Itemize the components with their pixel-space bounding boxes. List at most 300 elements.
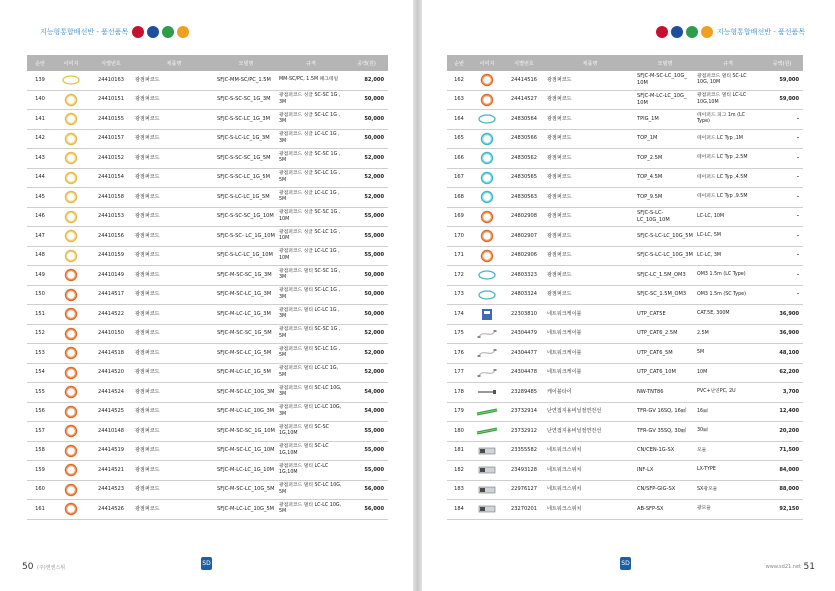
model-name: UTP_CAT6_10M xyxy=(635,363,695,383)
table-row xyxy=(447,500,803,520)
spec-text: 광점퍼코드 싱글 SC-LC 1G , 5M xyxy=(277,168,345,188)
price: 62,200 xyxy=(761,363,803,383)
model-name: TFR-GV 16SQ, 16㎟ xyxy=(635,402,695,422)
agency-logo-icon xyxy=(671,26,683,38)
table-row xyxy=(447,129,803,149)
price: 82,000 xyxy=(345,71,388,90)
product-image xyxy=(471,207,503,227)
row-number: 180 xyxy=(447,422,471,442)
row-number: 162 xyxy=(447,71,471,90)
agency-logo-icon xyxy=(162,26,174,38)
coil-yellow-icon xyxy=(64,171,78,185)
table-row xyxy=(27,461,388,481)
row-number: 149 xyxy=(27,266,53,286)
item-code: 24414520 xyxy=(89,363,133,383)
product-name: 광점퍼코드 xyxy=(133,246,215,266)
row-number: 176 xyxy=(447,344,471,364)
col-name-header: 제품명 xyxy=(133,55,215,71)
table-row xyxy=(447,188,803,208)
cable-white-icon xyxy=(477,367,497,379)
price: - xyxy=(761,266,803,286)
model-name: SFJC-M-SC-LC_1G_10M xyxy=(215,441,277,461)
price: 12,400 xyxy=(761,402,803,422)
col-model-header: 모델명 xyxy=(215,55,277,71)
row-number: 170 xyxy=(447,227,471,247)
product-name: 네트워크스위치 xyxy=(545,441,635,461)
item-code: 24803324 xyxy=(503,285,545,305)
spec-text: SX광모듈 xyxy=(695,480,761,500)
model-name: SFJC-S-SC-LC_1G_5M xyxy=(215,168,277,188)
row-number: 140 xyxy=(27,90,53,110)
model-name: NW-TNT86 xyxy=(635,383,695,403)
coil-orange-icon xyxy=(64,307,78,321)
model-name: SFJC-M-SC-SC_1G_5M xyxy=(215,324,277,344)
spec-text: 광점퍼코드 멀티 SC-LC 1G , 5M xyxy=(277,344,345,364)
coil-orange-icon xyxy=(64,268,78,282)
module-icon xyxy=(477,464,497,476)
item-code: 24414519 xyxy=(89,441,133,461)
ring-yellow-icon xyxy=(61,74,81,86)
product-image xyxy=(53,441,89,461)
price: 55,000 xyxy=(345,246,388,266)
model-name: TPIG_1M xyxy=(635,110,695,130)
spec-text: LX-TYPE xyxy=(695,461,761,481)
item-code: 24410150 xyxy=(89,324,133,344)
table-row xyxy=(447,266,803,286)
table-row xyxy=(447,110,803,130)
product-name: 광점퍼코드 xyxy=(133,344,215,364)
table-row xyxy=(27,71,388,90)
table-row xyxy=(27,266,388,286)
model-name: UTP_CAT6_5M xyxy=(635,344,695,364)
spec-text: 광점퍼코드 싱글 SC-SC 1G , 5M xyxy=(277,149,345,169)
right-product-table xyxy=(447,55,803,520)
coil-aqua-icon xyxy=(480,132,494,146)
tie-gray-icon xyxy=(477,387,497,397)
product-name: 광점퍼코드 xyxy=(545,227,635,247)
item-code: 24410154 xyxy=(89,168,133,188)
left-footer-text: (주)엔엔스위 xyxy=(37,565,66,571)
product-image xyxy=(471,110,503,130)
coil-orange-icon xyxy=(480,73,494,87)
coil-orange-icon xyxy=(480,210,494,224)
row-number: 157 xyxy=(27,422,53,442)
product-name: 네트워크스위치 xyxy=(545,480,635,500)
model-name: SFJC-M-LC-LC_10G_3M xyxy=(215,402,277,422)
item-code: 24410149 xyxy=(89,266,133,286)
row-number: 147 xyxy=(27,227,53,247)
product-image xyxy=(471,90,503,110)
product-image xyxy=(53,344,89,364)
product-name: 광점퍼코드 xyxy=(133,480,215,500)
coil-orange-icon xyxy=(64,405,78,419)
table-row xyxy=(27,129,388,149)
spec-text: 광점퍼코드 싱글 SC-LC 1G , 3M xyxy=(277,110,345,130)
spec-text: 2.5M xyxy=(695,324,761,344)
row-number: 177 xyxy=(447,363,471,383)
coil-orange-icon xyxy=(480,93,494,107)
product-image xyxy=(53,149,89,169)
price: 3,700 xyxy=(761,383,803,403)
model-name: SFJC-S-LC-LC_10G_3M xyxy=(635,246,695,266)
spec-text: CAT.5E, 300M xyxy=(695,305,761,325)
row-number: 143 xyxy=(27,149,53,169)
company-logo-icon: SD xyxy=(201,557,212,570)
item-code: 24830564 xyxy=(503,110,545,130)
item-code: 22303810 xyxy=(503,305,545,325)
spec-text: 광점퍼코드 멀티 SC-SC 1G,10M xyxy=(277,422,345,442)
product-image xyxy=(53,129,89,149)
product-name: 네트워크케이블 xyxy=(545,344,635,364)
coil-yellow-icon xyxy=(64,112,78,126)
product-name: 광점퍼코드 xyxy=(545,266,635,286)
model-name: TOP_1M xyxy=(635,129,695,149)
table-row xyxy=(27,227,388,247)
coil-orange-icon xyxy=(64,385,78,399)
row-number: 178 xyxy=(447,383,471,403)
product-image xyxy=(471,441,503,461)
table-header-row xyxy=(27,55,388,71)
book-gutter xyxy=(413,0,422,591)
row-number: 159 xyxy=(27,461,53,481)
row-number: 141 xyxy=(27,110,53,130)
module-icon xyxy=(477,445,497,457)
spec-text: 광점퍼코드 멀티 SC-LC 10G, 10M xyxy=(695,71,761,90)
left-header xyxy=(40,22,189,42)
product-image xyxy=(471,480,503,500)
product-image xyxy=(53,461,89,481)
product-image xyxy=(53,363,89,383)
price: 52,000 xyxy=(345,188,388,208)
product-image xyxy=(471,402,503,422)
spec-text: OM3 1.5m (LC Type) xyxy=(695,266,761,286)
price: - xyxy=(761,207,803,227)
model-name: SFJC-M-LC-LC_1G_5M xyxy=(215,363,277,383)
price: 36,900 xyxy=(761,324,803,344)
price: 52,000 xyxy=(345,149,388,169)
item-code: 24410151 xyxy=(89,90,133,110)
coil-yellow-icon xyxy=(64,249,78,263)
table-row xyxy=(447,480,803,500)
spec-text: 광점퍼코드 멀티 LC-LC 1G , 3M xyxy=(277,305,345,325)
wire-green-icon xyxy=(476,407,498,417)
col-model-header: 모델명 xyxy=(635,55,695,71)
spec-text: 광점퍼코드 싱글 LC-LC 1G , 3M xyxy=(277,129,345,149)
price: 56,000 xyxy=(345,500,388,520)
right-header-title: 지능형통합배선반 - 품선품목 xyxy=(716,28,805,36)
model-name: SFJC-S-LC-LC_1G_3M xyxy=(215,129,277,149)
model-name: SFJC-M-LC-LC_1G_10M xyxy=(215,461,277,481)
product-name: 난연접지용비닐절연전선 xyxy=(545,422,635,442)
coil-orange-icon xyxy=(64,424,78,438)
row-number: 182 xyxy=(447,461,471,481)
item-code: 24410156 xyxy=(89,227,133,247)
product-name: 네트워크케이블 xyxy=(545,363,635,383)
product-image xyxy=(471,246,503,266)
spec-text: 광점퍼코드 멀티 SC-LC 1G,10M xyxy=(277,441,345,461)
product-image xyxy=(53,207,89,227)
item-code: 24414526 xyxy=(89,500,133,520)
table-row xyxy=(447,149,803,169)
model-name: TFR-GV 35SQ, 30㎟ xyxy=(635,422,695,442)
coil-orange-icon xyxy=(480,229,494,243)
item-code: 24414516 xyxy=(503,71,545,90)
price: - xyxy=(761,168,803,188)
spec-text: 광점퍼코드 싱글 LC-LC 1G , 10M xyxy=(277,246,345,266)
table-row xyxy=(27,363,388,383)
spec-text: 광점퍼코드 멀티 LC-LC 1G, 5M xyxy=(277,363,345,383)
table-row xyxy=(27,402,388,422)
left-header-title: 지능형통합배선반 - 품선품목 xyxy=(40,28,129,36)
model-name: SFJC-LC_1.5M_OM3 xyxy=(635,266,695,286)
model-name: SFJC-S-LC-LC_1G_5M xyxy=(215,188,277,208)
product-image xyxy=(53,305,89,325)
product-name: 광점퍼코드 xyxy=(133,422,215,442)
spec-text: 광점퍼코드 싱글 SC-SC 1G , 3M xyxy=(277,90,345,110)
col-img-header: 이미지 xyxy=(471,55,503,71)
product-image xyxy=(53,285,89,305)
item-code: 23270201 xyxy=(503,500,545,520)
item-code: 24410163 xyxy=(89,71,133,90)
product-image xyxy=(471,71,503,90)
row-number: 163 xyxy=(447,90,471,110)
spec-text: 테이퍼드 피그 1m (LC Type) xyxy=(695,110,761,130)
product-name: 네트워크케이블 xyxy=(545,324,635,344)
row-number: 153 xyxy=(27,344,53,364)
item-code: 24414518 xyxy=(89,344,133,364)
item-code: 24802907 xyxy=(503,227,545,247)
agency-logo-icon xyxy=(656,26,668,38)
row-number: 171 xyxy=(447,246,471,266)
row-number: 165 xyxy=(447,129,471,149)
product-name: 광점퍼코드 xyxy=(545,90,635,110)
item-code: 24410155 xyxy=(89,110,133,130)
spec-text: MM-SC/PC, 1.5M 패그테일 xyxy=(277,71,345,90)
coil-aqua-icon xyxy=(480,190,494,204)
spec-text: LC-LC, 3M xyxy=(695,246,761,266)
product-image xyxy=(471,324,503,344)
spec-text: 테이퍼드 LC Typ ,9.5M xyxy=(695,188,761,208)
item-code: 23289485 xyxy=(503,383,545,403)
price: - xyxy=(761,188,803,208)
coil-orange-icon xyxy=(64,327,78,341)
module-icon xyxy=(477,503,497,515)
table-row xyxy=(27,90,388,110)
spec-text: 광점퍼코드 싱글 SC-SC 1G , 10M xyxy=(277,207,345,227)
right-page xyxy=(422,0,835,591)
table-row xyxy=(447,383,803,403)
model-name: SFJC-S-SC-SC_1G_10M xyxy=(215,207,277,227)
price: 54,000 xyxy=(345,402,388,422)
ring-aqua-icon xyxy=(477,289,497,301)
product-name: 네트워크스위치 xyxy=(545,461,635,481)
row-number: 172 xyxy=(447,266,471,286)
table-row xyxy=(447,207,803,227)
col-code-header: 식별번호 xyxy=(503,55,545,71)
product-name: 광점퍼코드 xyxy=(545,207,635,227)
row-number: 158 xyxy=(27,441,53,461)
table-header-row xyxy=(447,55,803,71)
spec-text: 테이퍼드 LC Typ ,1M xyxy=(695,129,761,149)
spec-text: 광점퍼코드 멀티 LC-LC 10G,10M xyxy=(695,90,761,110)
coil-orange-icon xyxy=(480,249,494,263)
row-number: 181 xyxy=(447,441,471,461)
table-row xyxy=(447,441,803,461)
col-price-header: 공액(원) xyxy=(761,55,803,71)
company-logo-icon: SD xyxy=(620,557,631,570)
item-code: 24304477 xyxy=(503,344,545,364)
price: 52,000 xyxy=(345,324,388,344)
spec-text: 광점퍼코드 멀티 SC-SC 1G , 5M xyxy=(277,324,345,344)
table-row xyxy=(27,305,388,325)
price: 92,150 xyxy=(761,500,803,520)
spec-text: 광점퍼코드 멀티 LC-LC 1G,10M xyxy=(277,461,345,481)
price: 50,000 xyxy=(345,305,388,325)
price: 56,000 xyxy=(345,480,388,500)
table-row xyxy=(447,227,803,247)
model-name: SFJC-S-LC-LC_10G_10M xyxy=(635,207,695,227)
item-code: 24410148 xyxy=(89,422,133,442)
row-number: 148 xyxy=(27,246,53,266)
item-code: 22976127 xyxy=(503,480,545,500)
model-name: SFJC-MM-SC/PC_1.5M xyxy=(215,71,277,90)
table-row xyxy=(27,207,388,227)
col-spec-header: 규격 xyxy=(695,55,761,71)
coil-orange-icon xyxy=(64,502,78,516)
spec-text: 광점퍼코드 싱글 SC-LC 1G , 10M xyxy=(277,227,345,247)
item-code: 24803323 xyxy=(503,266,545,286)
model-name: SFJC-S-SC- LC_1G_10M xyxy=(215,227,277,247)
spec-text: 광모듈 xyxy=(695,500,761,520)
left-header-logos xyxy=(132,26,189,38)
row-number: 156 xyxy=(27,402,53,422)
price: 50,000 xyxy=(345,129,388,149)
model-name: SFJC-M-SC-LC_1G_5M xyxy=(215,344,277,364)
product-name: 광점퍼코드 xyxy=(133,149,215,169)
price: - xyxy=(761,149,803,169)
product-name: 광점퍼코드 xyxy=(133,90,215,110)
model-name: CN/CEN-1G-SX xyxy=(635,441,695,461)
price: 50,000 xyxy=(345,90,388,110)
row-number: 152 xyxy=(27,324,53,344)
row-number: 144 xyxy=(27,168,53,188)
item-code: 24410152 xyxy=(89,149,133,169)
table-row xyxy=(27,168,388,188)
price: - xyxy=(761,129,803,149)
row-number: 151 xyxy=(27,305,53,325)
model-name: TOP_9.5M xyxy=(635,188,695,208)
table-row xyxy=(27,285,388,305)
model-name: SFJC-S-SC-SC_1G_3M xyxy=(215,90,277,110)
price: 59,000 xyxy=(761,90,803,110)
item-code: 24802906 xyxy=(503,246,545,266)
model-name: SFJC-M-SC-LC_10G_3M xyxy=(215,383,277,403)
item-code: 24414521 xyxy=(89,461,133,481)
row-number: 146 xyxy=(27,207,53,227)
col-spec-header: 규격 xyxy=(277,55,345,71)
item-code: 24304478 xyxy=(503,363,545,383)
right-footer-text: www.sd21.net xyxy=(765,564,801,570)
product-name: 광점퍼코드 xyxy=(133,402,215,422)
spec-text: 모듈 xyxy=(695,441,761,461)
coil-yellow-icon xyxy=(64,132,78,146)
spec-text: 30㎟ xyxy=(695,422,761,442)
coil-orange-icon xyxy=(64,483,78,497)
product-image xyxy=(53,71,89,90)
agency-logo-icon xyxy=(147,26,159,38)
product-name: 광점퍼코드 xyxy=(133,305,215,325)
price: 50,000 xyxy=(345,285,388,305)
row-number: 179 xyxy=(447,402,471,422)
table-row xyxy=(27,246,388,266)
product-name: 광점퍼코드 xyxy=(545,188,635,208)
model-name: SFJC-M-SC-SC_1G_10M xyxy=(215,422,277,442)
product-image xyxy=(471,422,503,442)
spec-text: 광점퍼코드 멀티 SC-LC 1G , 3M xyxy=(277,285,345,305)
product-image xyxy=(53,110,89,130)
spec-text: 광점퍼코드 멀티 LC-LC 10G, 3M xyxy=(277,402,345,422)
product-image xyxy=(471,129,503,149)
spec-text: 10M xyxy=(695,363,761,383)
product-name: 광점퍼코드 xyxy=(545,129,635,149)
product-name: 케이블타이 xyxy=(545,383,635,403)
product-image xyxy=(53,422,89,442)
product-name: 광점퍼코드 xyxy=(133,227,215,247)
agency-logo-icon xyxy=(177,26,189,38)
model-name: SFJC-M-LC-LC_10G_ 10M xyxy=(635,90,695,110)
row-number: 174 xyxy=(447,305,471,325)
price: 50,000 xyxy=(345,110,388,130)
price: - xyxy=(761,110,803,130)
price: 55,000 xyxy=(345,227,388,247)
model-name: SFJC-S-LC-LC_10G_5M xyxy=(635,227,695,247)
price: 55,000 xyxy=(345,461,388,481)
product-image xyxy=(53,480,89,500)
item-code: 23355582 xyxy=(503,441,545,461)
product-image xyxy=(471,227,503,247)
row-number: 167 xyxy=(447,168,471,188)
right-page-number: 51 xyxy=(803,562,815,572)
right-header xyxy=(656,22,805,42)
agency-logo-icon xyxy=(132,26,144,38)
product-image xyxy=(53,402,89,422)
product-image xyxy=(53,188,89,208)
item-code: 24830566 xyxy=(503,129,545,149)
col-price-header: 공액(원) xyxy=(345,55,388,71)
row-number: 164 xyxy=(447,110,471,130)
module-icon xyxy=(477,484,497,496)
row-number: 155 xyxy=(27,383,53,403)
model-name: SFJC-S-SC-SC_1G_5M xyxy=(215,149,277,169)
product-name: 광점퍼코드 xyxy=(133,500,215,520)
table-row xyxy=(447,324,803,344)
item-code: 24410157 xyxy=(89,129,133,149)
ring-aqua-icon xyxy=(477,269,497,281)
product-image xyxy=(53,324,89,344)
product-name: 광점퍼코드 xyxy=(133,266,215,286)
product-image xyxy=(471,188,503,208)
item-code: 24410159 xyxy=(89,246,133,266)
model-name: CN/SFP-GIG-SX xyxy=(635,480,695,500)
coil-yellow-icon xyxy=(64,190,78,204)
row-number: 169 xyxy=(447,207,471,227)
price: 54,000 xyxy=(345,383,388,403)
box-blue-icon xyxy=(481,308,493,321)
coil-orange-icon xyxy=(64,288,78,302)
product-name: 광점퍼코드 xyxy=(545,168,635,188)
row-number: 150 xyxy=(27,285,53,305)
row-number: 142 xyxy=(27,129,53,149)
